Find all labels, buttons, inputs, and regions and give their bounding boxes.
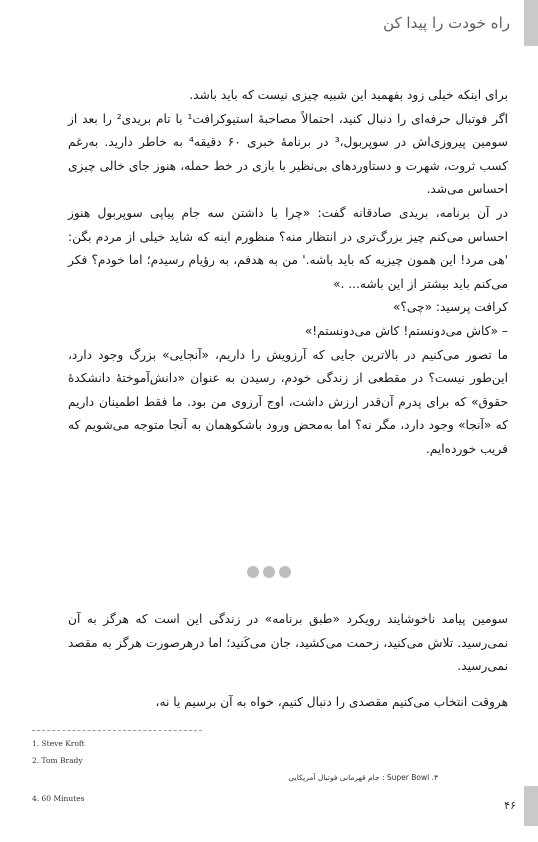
paragraph: در آن برنامه، بریدی صادقانه گفت: «چرا با داشتن سه جام پیاپی سوپربول هنوز احساس می‌کنم چیز بزرگ‌تری در انتظار منه؟ منظورم اینه که شاید خیلی از مردم بگن: 'هی مرد! این همون چیزیه که باید باشه.' من به هدفم، به رؤیام رسیدم؛ اما خودم؟ فکر می‌کنم باید بیشتر از این باشه... .» — [68, 205, 508, 291]
paragraph: کرافت پرسید: «چی؟» — [392, 300, 508, 315]
main-text-block — [68, 84, 508, 462]
footnote-2: 2. Tom Brady — [32, 756, 83, 765]
separator-dot — [279, 566, 291, 578]
footnote-4: 4. 60 Minutes — [32, 794, 85, 803]
paragraph: سومین پیامد ناخوشایند رویکرد «طبق برنامه» در زندگی این است که هرگز به آن نمی‌رسید. تلاش می‌کنید، زحمت می‌کشید، جان می‌کَنید؛ اما درهرصورت هرگز به مقصد نمی‌رسید. — [68, 612, 508, 674]
second-text-block — [68, 596, 508, 727]
header-edge-tab — [524, 0, 538, 46]
page-number: ۴۶ — [504, 799, 516, 812]
footer-edge-tab — [524, 786, 538, 826]
separator-dot — [247, 566, 259, 578]
page-header — [0, 0, 538, 46]
footnote-1: 1. Steve Kroft — [32, 739, 85, 748]
running-title: راه خودت را پیدا کن — [383, 14, 510, 32]
footnote-3: ۳. Super Bowl : جام قهرمانی فوتبال آمریکایی — [288, 773, 438, 782]
paragraph: – «کاش می‌دونستم! کاش می‌دونستم!» — [304, 323, 508, 338]
paragraph: اگر فوتبال حرفه‌ای را دنبال کنید، احتمالاً مصاحبهٔ استیوکرافت¹ با تام بریدی² را بعد از سومین پیروزی‌اش در سوپربول،³ در برنامهٔ خبری ۶۰ دقیقه⁴ به خاطر دارید. به‌رغم کسب ثروت، شهرت و دستاوردهای بی‌نظیر با بازی در خط حمله، هنوز جای خالی چیزی احساس می‌شد. — [68, 111, 509, 197]
paragraph: هروقت انتخاب می‌کنیم مقصدی را دنبال کنیم، خواه به آن برسیم یا نه، — [155, 695, 508, 710]
paragraph: ما تصور می‌کنیم در بالاترین جایی که آرزویش را داریم، «آنجایی» بزرگ وجود دارد، این‌طور نیست؟ در مقطعی از زندگی خودم، رسیدن به عنوان «دانش‌آموختهٔ دانشکدهٔ حقوق» که برای پدرم آن‌قدر ارزش داشت، اوج آرزوی من بود. ما فقط اطمینان داریم که «آنجا» وجود دارد، مگر نه؟ اما به‌محض ورود باشکوهمان به آنجا متوجه می‌شویم که فریب خورده‌ایم. — [68, 347, 508, 456]
section-separator — [0, 566, 538, 578]
footnote-rule — [32, 730, 202, 731]
paragraph: برای اینکه خیلی زود بفهمید این شبیه چیزی نیست که باید باشد. — [189, 88, 508, 102]
separator-dot — [263, 566, 275, 578]
